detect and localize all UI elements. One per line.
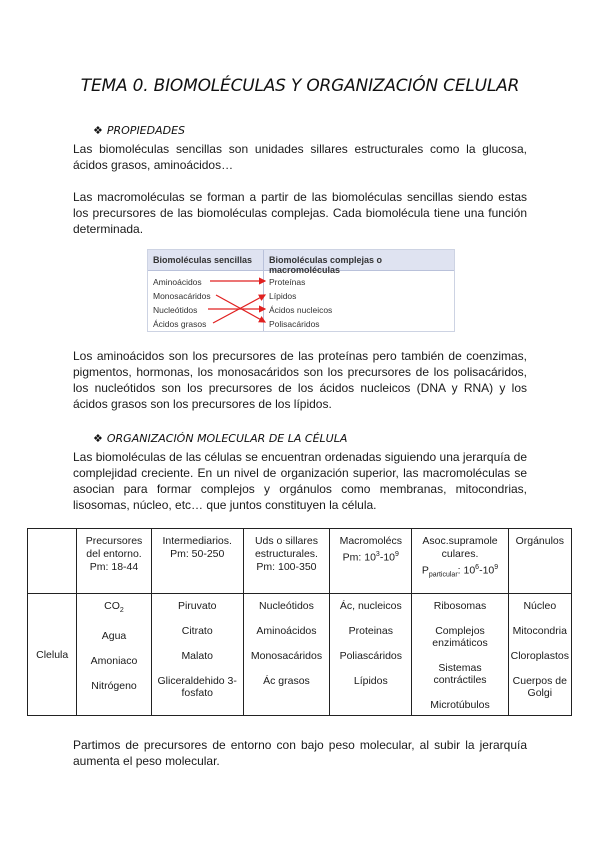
list-item: Agua: [101, 630, 127, 643]
section-heading-text: ORGANIZACIÓN MOLECULAR DE LA CÉLULA: [106, 432, 348, 445]
diamond-bullet-icon: ❖: [93, 124, 103, 137]
paragraph-precursores: Los aminoácidos son los precursores de las proteínas pero también de coenzimas, pigmentos, hormonas, los monosacáridos son los precursores de los polisacáridos, los nucleótidos son los precursores de los ácidos nucleicos (DNA y RNA) y los ácidos grasos son los precursores de los lípidos.: [73, 349, 527, 411]
header-intermediarios: Intermediarios. Pm: 50-250: [151, 529, 243, 594]
header-organulos: Orgánulos: [508, 529, 571, 594]
figure-complex-item: Lípidos: [269, 291, 297, 301]
co2-item: $CO_2$: [104, 600, 124, 615]
cell-precursores: [77, 594, 151, 716]
list-item: Ribosomas: [433, 600, 487, 612]
header-asociaciones: Asoc.supramole culares. $P_{particular}$: $10^6-10^9$: [412, 529, 508, 594]
list-item: Lípidos: [353, 675, 388, 687]
list-item: Aminoácidos: [256, 625, 317, 637]
cell-asociaciones: [412, 594, 508, 716]
list-item: Malato: [181, 650, 213, 662]
paragraph-macromoleculas: Las macromoléculas se forman a partir de las biomoléculas sencillas siendo estas los precursores de las biomoléculas complejas. Cada biomolécula tiene una función determinada.: [73, 190, 527, 236]
figure-complex-item: Ácidos nucleicos: [269, 305, 333, 315]
list-item: Citrato: [181, 625, 213, 637]
figure-simple-item: Aminoácidos: [153, 277, 202, 287]
list-item: Proteinas: [348, 625, 393, 637]
figure-col1-header: Biomoléculas sencillas: [153, 255, 253, 265]
figure-simple-item: Ácidos grasos: [153, 319, 207, 329]
table-header-row: [28, 529, 572, 594]
paragraph-sencillas: Las biomoléculas sencillas son unidades sillares estructurales como la glucosa, ácidos grasos, aminoácidos…: [73, 142, 527, 172]
header-precursores: Precursores del entorno. Pm: 18-44: [77, 529, 151, 594]
list-item: Cuerpos de Golgi: [512, 675, 567, 699]
paragraph-organizacion: Las biomoléculas de las células se encuentran ordenadas siguiendo una jerarquía de complejidad creciente. En un nivel de organización superior, las macromoléculas se asocian para formar complejos y orgánulos como membranas, mitocondrias, lisosomas, núcleo, etc… que juntos constituyen la célula.: [73, 450, 527, 512]
list-item: Piruvato: [177, 600, 217, 612]
section-heading-propiedades: [93, 124, 185, 137]
list-item: Amoniaco: [90, 655, 138, 668]
section-heading-text: PROPIEDADES: [106, 124, 186, 137]
list-item: Sistemas contráctiles: [433, 662, 487, 686]
list-item: Núcleo: [523, 600, 557, 612]
header-sillares: Uds o sillares estructurales. Pm: 100-350: [243, 529, 329, 594]
cell-macromoleculas: [330, 594, 412, 716]
section-heading-organizacion: [93, 432, 347, 445]
list-item: Mitocondria: [512, 625, 567, 637]
table-row: [28, 594, 572, 716]
list-item: Gliceraldehido 3-fosfato: [157, 675, 237, 699]
list-item: Monosacáridos: [250, 650, 323, 662]
figure-arrows: [148, 250, 454, 331]
figure-complex-item: Polisacáridos: [269, 319, 320, 329]
list-item: Cloroplastos: [510, 650, 569, 662]
figure-complex-item: Proteínas: [269, 277, 306, 287]
page-title: TEMA 0. BIOMOLÉCULAS Y ORGANIZACIÓN CELULAR: [80, 76, 520, 96]
cell-sillares: [243, 594, 329, 716]
biomolecule-figure: [147, 249, 455, 332]
row-label: Clelula: [28, 594, 77, 716]
cell-organulos: [508, 594, 571, 716]
list-item: Poliascáridos: [339, 650, 403, 662]
list-item: Complejos enzimáticos: [432, 625, 488, 649]
paragraph-closing: Partimos de precursores de entorno con bajo peso molecular, al subir la jerarquía aumenta el peso molecular.: [73, 738, 527, 768]
list-item: Nucleótidos: [259, 600, 314, 612]
figure-simple-item: Monosacáridos: [153, 291, 211, 301]
figure-col2-header: Biomoléculas complejas o macromoléculas: [269, 255, 383, 275]
list-item: Microtúbulos: [430, 699, 490, 711]
list-item: Ác grasos: [263, 675, 310, 687]
diamond-bullet-icon: ❖: [93, 432, 103, 445]
cell-intermediarios: [151, 594, 243, 716]
list-item: Ác, nucleicos: [339, 600, 402, 612]
list-item: Nitrógeno: [91, 680, 137, 693]
header-macromoleculas: Macromolécs Pm: $10^3-10^9$: [330, 529, 412, 594]
organization-table: [27, 528, 572, 716]
table-corner-cell: [28, 529, 77, 594]
figure-simple-item: Nucleótidos: [153, 305, 198, 315]
